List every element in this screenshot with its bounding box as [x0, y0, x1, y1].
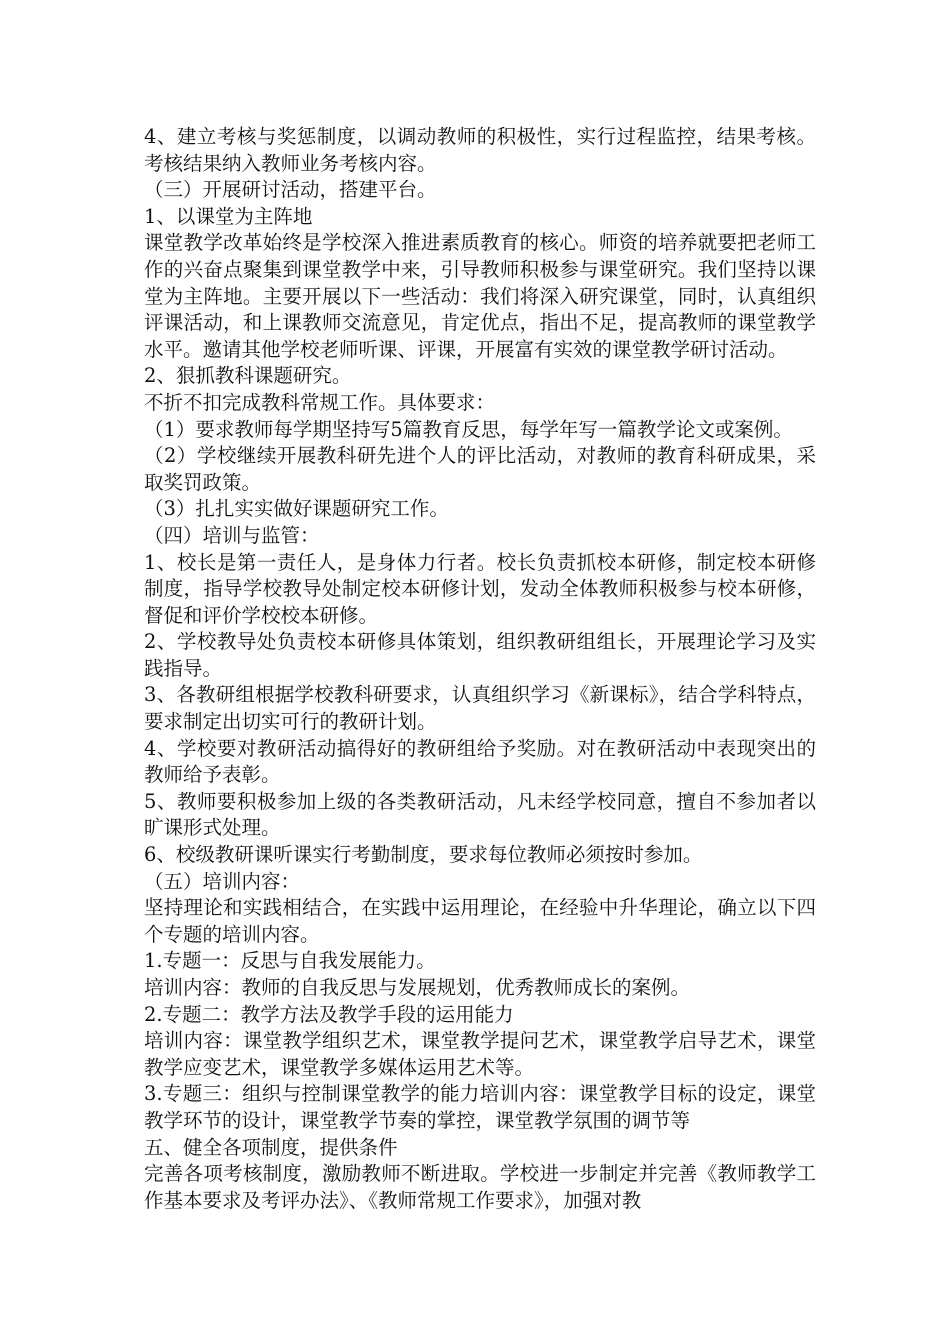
document-body — [144, 124, 816, 1214]
subheading-classroom-main-position: 1、以课堂为主阵地 — [144, 204, 313, 228]
heading-training-supervision: （四）培训与监管： — [144, 523, 320, 547]
paragraph-assessment-system: 4、建立考核与奖惩制度，以调动教师的积极性，实行过程监控，结果考核。考核结果纳入教师业务考核内容。 — [144, 125, 816, 175]
paragraph-teaching-office: 2、学校教导处负责校本研修具体策划，组织教研组组长，开展理论学习及实践指导。 — [144, 630, 816, 680]
list-item-topic-research: （3）扎扎实实做好课题研究工作。 — [144, 497, 449, 521]
topic-two-content: 培训内容：课堂教学组织艺术，课堂教学提问艺术，课堂教学启导艺术，课堂教学应变艺术，课堂教学多媒体运用艺术等。 — [144, 1029, 816, 1079]
paragraph-theory-practice: 坚持理论和实践相结合，在实践中运用理论，在经验中升华理论，确立以下四个专题的培训内容。 — [144, 896, 816, 946]
paragraph-assessment-improvement: 完善各项考核制度，激励教师不断进取。学校进一步制定并完善《教师教学工作基本要求及考评办法》、《教师常规工作要求》，加强对教 — [144, 1162, 816, 1212]
paragraph-attendance: 6、校级教研课听课实行考勤制度，要求每位教师必须按时参加。 — [144, 843, 703, 867]
paragraph-participation: 5、教师要积极参加上级的各类教研活动，凡未经学校同意，擅自不参加者以旷课形式处理。 — [144, 789, 816, 840]
topic-one-title: 1.专题一：反思与自我发展能力。 — [144, 949, 436, 973]
paragraph-classroom-reform: 课堂教学改革始终是学校深入推进素质教育的核心。师资的培养就要把老师工作的兴奋点聚集到课堂教学中来，引导教师积极参与课堂研究。我们坚持以课堂为主阵地。主要开展以下一些活动：我们将深入研究课堂，同时，认真组织评课活动，和上课教师交流意见，肯定优点，指出不足，提高教师的课堂教学水平。邀请其他学校老师听课、评课，开展富有实效的课堂教学研讨活动。 — [144, 231, 816, 361]
paragraph-teaching-groups: 3、各教研组根据学校教科研要求，认真组织学习《新课标》，结合学科特点，要求制定出切实可行的教研计划。 — [144, 683, 816, 734]
list-item-evaluation: （2）学校继续开展教科研先进个人的评比活动，对教师的教育科研成果，采取奖罚政策。 — [144, 444, 816, 494]
heading-training-content: （五）培训内容： — [144, 869, 301, 893]
list-item-reflection: （1）要求教师每学期坚持写5篇教育反思，每学年写一篇教学论文或案例。 — [144, 417, 793, 441]
topic-two-title: 2.专题二：教学方法及教学手段的运用能力 — [144, 1002, 514, 1026]
topic-one-content: 培训内容：教师的自我反思与发展规划，优秀教师成长的案例。 — [144, 976, 691, 999]
heading-research-activities: （三）开展研讨活动，搭建平台。 — [144, 178, 437, 202]
paragraph-routine-work: 不折不扣完成教科常规工作。具体要求： — [144, 390, 496, 414]
topic-three-content: 3.专题三：组织与控制课堂教学的能力培训内容：课堂教学目标的设定，课堂教学环节的设计，课堂教学节奏的掌控，课堂教学氛围的调节等 — [144, 1082, 816, 1132]
paragraph-rewards: 4、学校要对教研活动搞得好的教研组给予奖励。对在教研活动中表现突出的教师给予表彰。 — [144, 736, 816, 787]
paragraph-principal-responsibility: 1、校长是第一责任人，是身体力行者。校长负责抓校本研修，制定校本研修制度，指导学校教导处制定校本研修计划，发动全体教师积极参与校本研修，督促和评价学校校本研修。 — [144, 550, 816, 627]
heading-systems: 五、健全各项制度，提供条件 — [144, 1135, 398, 1159]
subheading-research-topics: 2、狠抓教科课题研究。 — [144, 364, 352, 388]
